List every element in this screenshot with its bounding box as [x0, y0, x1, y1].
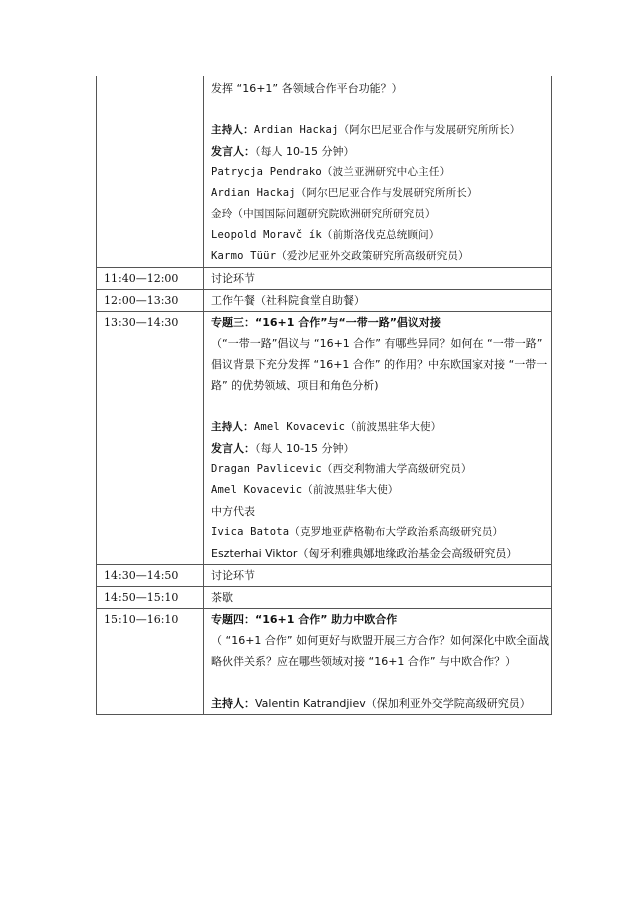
host-line: [211, 120, 551, 141]
content-cell: 讨论环节: [204, 268, 552, 290]
speaker-item: Ivica Batota（克罗地亚萨格勒布大学政治系高级研究员）: [211, 526, 504, 538]
speaker-item: Karmo Tüür（爱沙尼亚外交政策研究所高级研究员）: [211, 250, 469, 262]
speaker-item: Amel Kovacevic（前波黑驻华大使）: [211, 484, 399, 496]
agenda-row: [97, 609, 552, 715]
session-question: （ “16+1 合作” 如何更好与欧盟开展三方合作？如何深化中欧全面战略伙伴关系？应在哪些领域对接 “16+1 合作” 与中欧合作？）: [211, 634, 550, 668]
agenda-row: [97, 565, 552, 587]
content-cell: [204, 76, 552, 268]
speakers-label: 发言人：: [211, 145, 255, 158]
session-title: 专题三：“16+1 合作”与“一带一路”倡议对接: [211, 316, 441, 329]
content-cell: [204, 312, 552, 565]
session-title: 专题四：“16+1 合作” 助力中欧合作: [211, 613, 398, 626]
speakers-note: （每人 10-15 分钟）: [255, 145, 355, 158]
content-cell: [204, 609, 552, 715]
host-name: Valentin Katrandjiev（保加利亚外交学院高级研究员）: [255, 697, 531, 710]
speaker-item: Patrycja Pendrako（波兰亚洲研究中心主任）: [211, 166, 451, 178]
agenda-row: [97, 290, 552, 312]
host-label: 主持人：: [211, 421, 254, 433]
time-cell: 15:10—16:10: [97, 609, 204, 715]
host-label: 主持人：: [211, 697, 255, 710]
time-cell: 14:30—14:50: [97, 565, 204, 587]
speaker-item: Leopold Moravč ík（前斯洛伐克总统顾问）: [211, 229, 440, 241]
time-cell: 12:00—13:30: [97, 290, 204, 312]
content-cell: 讨论环节: [204, 565, 552, 587]
session-question: 发挥 “16+1” 各领域合作平台功能？）: [211, 82, 403, 95]
host-label: 主持人：: [211, 124, 254, 136]
time-cell: 14:50—15:10: [97, 587, 204, 609]
content-cell: 茶歇: [204, 587, 552, 609]
agenda-row: [97, 312, 552, 565]
host-line: [211, 417, 551, 438]
content-cell: 工作午餐（社科院食堂自助餐）: [204, 290, 552, 312]
speakers-line: [211, 438, 551, 459]
speakers-label: 发言人：: [211, 442, 255, 455]
agenda-row: [97, 587, 552, 609]
session-question: （“一带一路”倡议与 “16+1 合作” 有哪些异同？如何在 “一带一路” 倡议背景下充分发挥 “16+1 合作” 的作用？中东欧国家对接 “一带一路” 的优势领域、项目和角色分析): [211, 337, 548, 392]
time-cell: [97, 76, 204, 268]
host-name: Amel Kovacevic（前波黑驻华大使）: [253, 421, 442, 433]
speaker-item: Ardian Hackaj（阿尔巴尼亚合作与发展研究所所长）: [211, 187, 478, 199]
host-line: [211, 693, 551, 714]
time-cell: 11:40—12:00: [97, 268, 204, 290]
time-cell: 13:30—14:30: [97, 312, 204, 565]
speaker-item: 中方代表: [211, 505, 255, 518]
speakers-note: （每人 10-15 分钟）: [255, 442, 355, 455]
speaker-item: Dragan Pavlicevic（西交利物浦大学高级研究员）: [211, 463, 472, 475]
speaker-item: 金玲（中国国际问题研究院欧洲研究所研究员）: [211, 208, 436, 220]
agenda-row: [97, 76, 552, 268]
speaker-item: Eszterhai Viktor（匈牙利雅典娜地缘政治基金会高级研究员）: [211, 547, 518, 560]
agenda-row: [97, 268, 552, 290]
speakers-line: [211, 141, 551, 162]
agenda-table: [96, 76, 552, 715]
host-name: Ardian Hackaj（阿尔巴尼亚合作与发展研究所所长）: [253, 124, 521, 136]
